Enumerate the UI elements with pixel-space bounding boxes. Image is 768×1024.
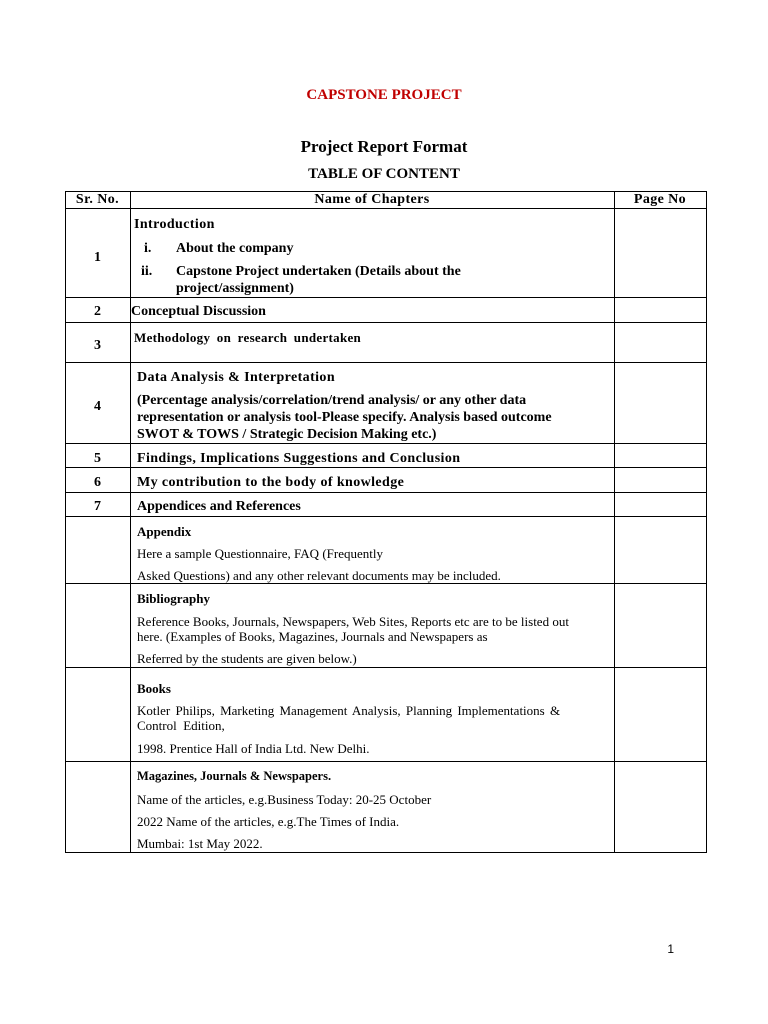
row-divider <box>65 297 706 298</box>
section-text: Mumbai: 1st May 2022. <box>137 836 263 851</box>
section-text: Here a sample Questionnaire, FAQ (Frequently <box>137 546 383 561</box>
row-divider <box>65 443 706 444</box>
row-divider <box>65 516 706 517</box>
row-divider <box>65 583 706 584</box>
row-number: 5 <box>94 451 101 466</box>
section-title: Appendix <box>137 524 192 539</box>
chapter-title: Data Analysis & Interpretation <box>137 370 336 385</box>
list-item: Capstone Project undertaken (Details about the <box>176 264 461 279</box>
page-title: Project Report Format <box>300 137 468 156</box>
table-border-right <box>706 191 707 853</box>
row-number: 2 <box>94 304 101 319</box>
section-text: Control Edition, <box>137 718 225 733</box>
chapter-description: (Percentage analysis/correlation/trend analysis/ or any other data <box>137 393 527 408</box>
row-divider <box>65 322 706 323</box>
column-header-sr-no: Sr. No. <box>75 192 120 207</box>
row-number: 7 <box>94 499 101 514</box>
row-number: 6 <box>94 475 101 490</box>
row-number: 1 <box>94 250 101 265</box>
column-header-chapters: Name of Chapters <box>314 192 430 207</box>
section-title: Bibliography <box>137 591 210 606</box>
list-item-continuation: project/assignment) <box>176 281 294 296</box>
row-number: 3 <box>94 338 101 353</box>
chapter-description: SWOT & TOWS / Strategic Decision Making etc.) <box>137 427 437 442</box>
document-header-title: CAPSTONE PROJECT <box>306 87 462 103</box>
table-border-left <box>65 191 66 853</box>
section-text: 1998. Prentice Hall of India Ltd. New Delhi. <box>137 741 370 756</box>
table-border-bottom <box>65 852 706 853</box>
section-title: Magazines, Journals & Newspapers. <box>137 769 332 783</box>
page-number: 1 <box>667 942 674 956</box>
column-divider <box>614 191 615 853</box>
section-text: here. (Examples of Books, Magazines, Journals and Newspapers as <box>137 629 488 644</box>
section-text: Name of the articles, e.g.Business Today: 20-25 October <box>137 792 432 807</box>
chapter-title: Introduction <box>134 217 215 232</box>
section-text: 2022 Name of the articles, e.g.The Times of India. <box>137 814 400 829</box>
chapter-title: Findings, Implications Suggestions and Conclusion <box>137 451 461 466</box>
row-divider <box>65 362 706 363</box>
table-of-content-title: TABLE OF CONTENT <box>308 166 460 182</box>
section-title: Books <box>137 681 171 696</box>
chapter-title: Methodology on research undertaken <box>134 330 362 345</box>
chapter-title: Appendices and References <box>137 499 301 514</box>
row-number: 4 <box>94 399 101 414</box>
section-text: Kotler Philips, Marketing Management Analysis, Planning Implementations & <box>137 703 561 718</box>
column-header-page-no: Page No <box>633 192 687 207</box>
row-divider <box>65 467 706 468</box>
row-divider <box>65 667 706 668</box>
section-text: Referred by the students are given below.) <box>137 651 357 666</box>
column-divider <box>130 191 131 853</box>
chapter-title: My contribution to the body of knowledge <box>137 475 405 490</box>
chapter-description: representation or analysis tool-Please specify. Analysis based outcome <box>137 410 552 425</box>
section-text: Asked Questions) and any other relevant documents may be included. <box>137 568 501 583</box>
row-divider <box>65 492 706 493</box>
section-text: Reference Books, Journals, Newspapers, Web Sites, Reports etc are to be listed out <box>137 614 569 629</box>
row-divider <box>65 761 706 762</box>
chapter-title: Conceptual Discussion <box>131 304 266 319</box>
list-marker: i. <box>144 241 152 256</box>
list-marker: ii. <box>141 264 153 279</box>
header-divider <box>65 208 706 209</box>
list-item: About the company <box>176 241 294 256</box>
